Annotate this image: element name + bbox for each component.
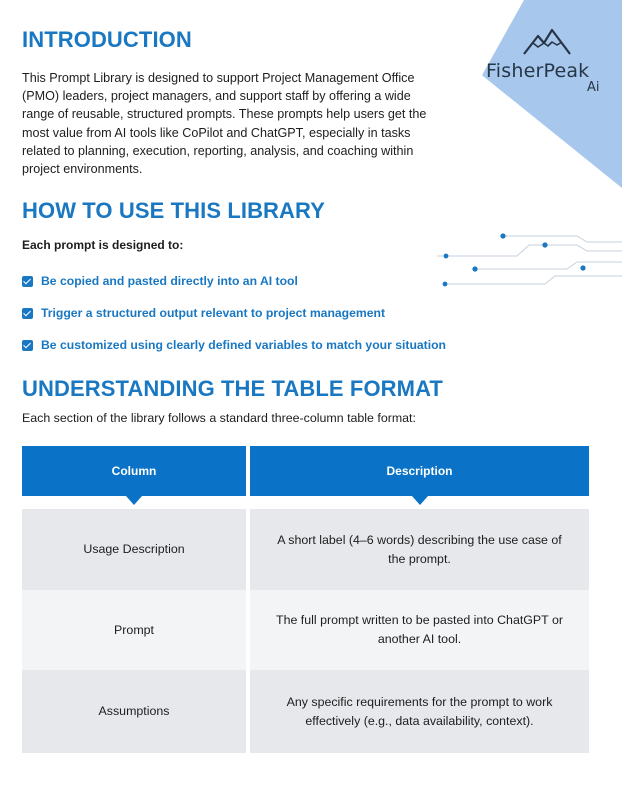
checklist-item-label: Trigger a structured output relevant to project management xyxy=(41,306,386,320)
table-cell-column: Usage Description xyxy=(22,509,246,590)
column-header-description: Description xyxy=(250,446,589,496)
checkbox-icon xyxy=(22,340,33,351)
circuit-node-c xyxy=(444,254,449,259)
table-cell-column: Assumptions xyxy=(22,670,246,753)
checkbox-icon xyxy=(22,308,33,319)
checklist-item xyxy=(22,273,298,289)
circuit-node-e xyxy=(580,265,585,270)
checklist-item-label: Be customized using clearly defined variables to match your situation xyxy=(41,338,446,352)
checkbox-icon xyxy=(22,276,33,287)
circuit-node-f xyxy=(443,282,448,287)
table-format-heading: UNDERSTANDING THE TABLE FORMAT xyxy=(22,376,443,401)
prompt-design-subheading: Each prompt is designed to: xyxy=(22,238,184,252)
mountain-icon xyxy=(522,26,572,56)
checklist-item xyxy=(22,337,446,353)
circuit-node-b xyxy=(542,242,547,247)
table-cell-description: The full prompt written to be pasted into ChatGPT or another AI tool. xyxy=(250,590,589,670)
checklist-item xyxy=(22,305,385,321)
table-cell-description: Any specific requirements for the prompt to work effectively (e.g., data availability, context). xyxy=(250,670,589,753)
table-cell-column: Prompt xyxy=(22,590,246,670)
checklist-item-label: Be copied and pasted directly into an AI tool xyxy=(41,274,298,288)
circuit-node-a xyxy=(500,233,505,238)
circuit-node-d xyxy=(472,266,477,271)
column-header-column: Column xyxy=(22,446,246,496)
logo-suffix: Ai xyxy=(587,80,600,95)
circuit-decoration xyxy=(437,228,622,290)
fisherpeak-logo xyxy=(486,26,616,96)
logo-name: FisherPeak xyxy=(486,60,590,82)
table-cell-description: A short label (4–6 words) describing the use case of the prompt. xyxy=(250,509,589,590)
how-to-use-heading: HOW TO USE THIS LIBRARY xyxy=(22,198,325,223)
table-format-intro: Each section of the library follows a standard three-column table format: xyxy=(22,411,416,425)
introduction-body: This Prompt Library is designed to support Project Management Office (PMO) leaders, project managers, and support staff by offering a wide range of reusable, structured prompts. These prompts help users get the most value from AI tools like CoPilot and ChatGPT, especially in tasks related to planning, execution, reporting, analysis, and coaching within project environments. xyxy=(22,71,427,177)
introduction-heading: INTRODUCTION xyxy=(22,27,192,52)
